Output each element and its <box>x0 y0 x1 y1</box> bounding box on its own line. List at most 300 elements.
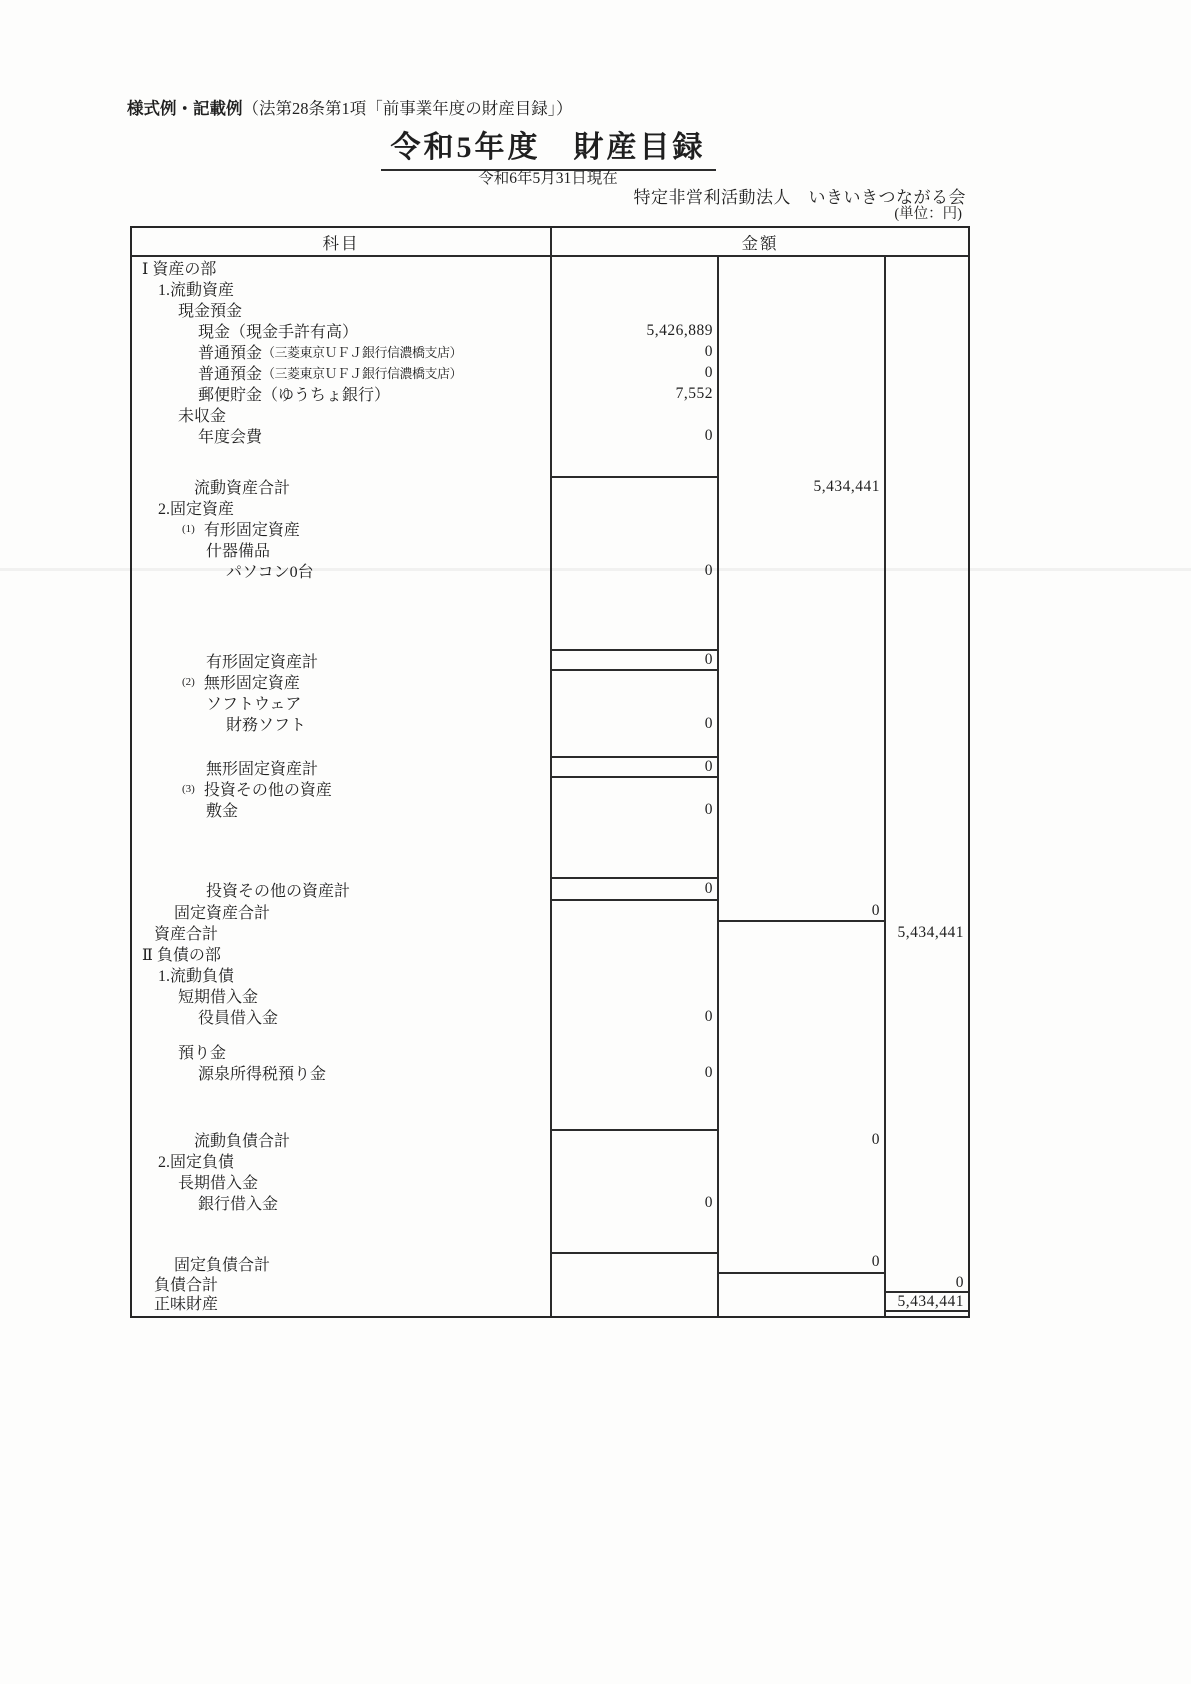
table-row <box>132 922 968 943</box>
organization-name: 特定非営利活動法人 いきいきつながる会 <box>633 188 966 207</box>
amount-c3-cell <box>884 901 968 922</box>
subject-cell <box>132 922 550 943</box>
amount-value: 0 <box>704 363 713 381</box>
item-number-marker: (1) <box>182 522 195 535</box>
amount-c2-cell <box>717 581 884 649</box>
subject-label: 財務ソフト <box>226 717 307 734</box>
amount-c2-cell <box>717 278 884 299</box>
table-row <box>132 476 968 497</box>
subject-label: 無形固定資産計 <box>206 760 319 778</box>
spacer-row <box>132 734 968 756</box>
subject-cell <box>132 1083 550 1129</box>
amount-c3-cell <box>884 943 968 964</box>
subject-cell <box>132 1213 550 1252</box>
amount-c2-cell <box>717 985 884 1006</box>
amount-c1-cell <box>550 922 717 943</box>
table-row <box>132 649 968 671</box>
amount-c3-cell <box>884 713 968 734</box>
table-row <box>132 778 968 799</box>
amount-value: 0 <box>704 714 713 732</box>
subject-header: 科目 <box>322 233 360 253</box>
form-example-note-bold: 様式例・記載例 <box>127 99 243 118</box>
amount-c1-cell <box>550 404 717 425</box>
subject-cell <box>132 581 550 649</box>
form-example-note-rest: （法第28条第1項「前事業年度の財産目録」） <box>242 99 573 118</box>
amount-c1-cell <box>550 1006 717 1027</box>
amount-c1-cell <box>550 1192 717 1213</box>
subject-label: 流動負債合計 <box>194 1133 291 1150</box>
unit-label: (単位：円) <box>894 206 962 222</box>
amount-c2-cell <box>717 320 884 341</box>
amount-c3-cell <box>884 1312 968 1316</box>
subject-label: 現金預金 <box>178 303 243 320</box>
subject-label: 負債合計 <box>154 1277 219 1293</box>
amount-c1-cell <box>550 901 717 922</box>
amount-value: 7,552 <box>675 384 713 402</box>
amount-c2-cell <box>717 778 884 799</box>
amount-c3-cell <box>884 362 968 383</box>
amount-c3-cell <box>884 278 968 299</box>
subject-cell <box>132 497 550 518</box>
amount-c2-cell <box>717 446 884 476</box>
amount-c2-cell <box>717 671 884 692</box>
subject-cell <box>132 1293 550 1312</box>
amount-c3-cell <box>884 1213 968 1252</box>
amount-c2-cell <box>717 1293 884 1312</box>
table-row <box>132 257 968 278</box>
spacer-row <box>132 581 968 649</box>
subject-cell <box>132 692 550 713</box>
subject-label: Ⅰ 資産の部 <box>142 261 217 278</box>
subject-label: 年度会費 <box>198 429 263 446</box>
amount-c2-cell <box>717 518 884 539</box>
amount-c1-cell <box>550 1274 717 1293</box>
table-row <box>132 799 968 820</box>
subject-cell <box>132 671 550 692</box>
amount-c3-cell <box>884 1192 968 1213</box>
amount-value: 0 <box>955 1273 964 1291</box>
table-row <box>132 278 968 299</box>
amount-c2-cell <box>717 877 884 901</box>
amount-value: 0 <box>704 1193 713 1211</box>
amount-c1-cell <box>550 713 717 734</box>
amount-c3-cell <box>884 1252 968 1274</box>
amount-c1-cell <box>550 1150 717 1171</box>
subject-cell <box>132 1027 550 1041</box>
subject-cell <box>132 713 550 734</box>
subject-cell <box>132 1006 550 1027</box>
item-number-marker: (3) <box>182 782 195 795</box>
amount-c1-cell <box>550 778 717 799</box>
amount-value: 0 <box>704 880 713 897</box>
subject-cell <box>132 539 550 560</box>
amount-c2-cell <box>717 649 884 671</box>
subject-label: 什器備品 <box>206 543 271 560</box>
amount-c1-cell <box>550 362 717 383</box>
table-row <box>132 964 968 985</box>
document-title: 令和5年度 財産目録 <box>381 122 716 171</box>
spacer-row <box>132 820 968 877</box>
subject-cell <box>132 320 550 341</box>
amount-c2-cell <box>717 1150 884 1171</box>
amount-c2-cell <box>717 257 884 278</box>
amount-c1-cell <box>550 581 717 649</box>
table-row <box>132 1150 968 1171</box>
amount-c1-cell <box>550 1171 717 1192</box>
subject-label: 有形固定資産計 <box>206 653 319 671</box>
subject-cell <box>132 1252 550 1274</box>
amount-c3-cell <box>884 299 968 320</box>
subject-label: 銀行借入金 <box>198 1196 279 1213</box>
amount-value: 5,434,441 <box>897 1292 964 1310</box>
amount-c2-cell <box>717 1083 884 1129</box>
amount-c2-cell <box>717 1129 884 1150</box>
amount-c1-cell <box>550 1293 717 1312</box>
amount-c3-cell <box>884 1274 968 1293</box>
amount-c2-cell <box>717 1252 884 1274</box>
subject-label: 長期借入金 <box>178 1175 259 1192</box>
amount-c1-cell <box>550 299 717 320</box>
subject-cell <box>132 799 550 820</box>
amount-c3-cell <box>884 985 968 1006</box>
amount-c3-cell <box>884 877 968 901</box>
amount-c1-cell <box>550 383 717 404</box>
amount-value: 0 <box>704 426 713 444</box>
table-row <box>132 1192 968 1213</box>
amount-header: 金額 <box>550 228 968 255</box>
title-band <box>130 122 966 171</box>
amount-value: 5,434,441 <box>813 477 880 495</box>
amount-c1-cell <box>550 539 717 560</box>
subject-label: 1.流動負債 <box>158 968 235 985</box>
subject-cell <box>132 756 550 778</box>
table-row <box>132 1252 968 1274</box>
amount-c2-cell <box>717 820 884 877</box>
amount-c1-cell <box>550 560 717 581</box>
amount-c3-cell <box>884 1006 968 1027</box>
table-row <box>132 985 968 1006</box>
amount-c3-cell <box>884 581 968 649</box>
spacer-row <box>132 1312 968 1316</box>
amount-c1-cell <box>550 278 717 299</box>
amount-c1-cell <box>550 1129 717 1150</box>
subject-cell <box>132 383 550 404</box>
amount-c2-cell <box>717 1171 884 1192</box>
subject-cell <box>132 278 550 299</box>
subject-label: 敷金 <box>206 803 239 820</box>
subject-label: 未収金 <box>178 408 227 425</box>
amount-c2-cell <box>717 425 884 446</box>
subject-cell <box>132 1150 550 1171</box>
amount-c2-cell <box>717 1312 884 1316</box>
amount-c1-cell <box>550 518 717 539</box>
amount-c2-cell <box>717 901 884 922</box>
subject-cell <box>132 734 550 756</box>
subject-cell <box>132 362 550 383</box>
amount-c3-cell <box>884 518 968 539</box>
amount-c2-cell <box>717 756 884 778</box>
subject-cell <box>132 820 550 877</box>
amount-c3-cell <box>884 1293 968 1312</box>
amount-c1-cell <box>550 799 717 820</box>
amount-c1-cell <box>550 964 717 985</box>
amount-c2-cell <box>717 341 884 362</box>
amount-c3-cell <box>884 820 968 877</box>
spacer-row <box>132 1083 968 1129</box>
amount-c2-cell <box>717 539 884 560</box>
amount-c3-cell <box>884 497 968 518</box>
subject-cell <box>132 649 550 671</box>
amount-c2-cell <box>717 1192 884 1213</box>
amount-c1-cell <box>550 497 717 518</box>
amount-c1-cell <box>550 1062 717 1083</box>
amount-c3-cell <box>884 964 968 985</box>
table-row <box>132 692 968 713</box>
table-row <box>132 943 968 964</box>
amount-c1-cell <box>550 1252 717 1274</box>
subject-cell <box>132 1312 550 1316</box>
subject-cell <box>132 425 550 446</box>
asset-inventory-table <box>130 226 970 1318</box>
amount-c3-cell <box>884 383 968 404</box>
amount-c1-cell <box>550 877 717 901</box>
amount-c1-cell <box>550 476 717 497</box>
amount-c3-cell <box>884 1041 968 1062</box>
amount-value: 0 <box>871 901 880 919</box>
amount-c2-cell <box>717 799 884 820</box>
amount-c1-cell <box>550 985 717 1006</box>
amount-c2-cell <box>717 734 884 756</box>
subject-cell <box>132 1274 550 1293</box>
subject-cell <box>132 1062 550 1083</box>
amount-c2-cell <box>717 560 884 581</box>
amount-c2-cell <box>717 943 884 964</box>
amount-c2-cell <box>717 1213 884 1252</box>
table-row <box>132 1006 968 1027</box>
subject-label: Ⅱ 負債の部 <box>142 947 221 964</box>
amount-c1-cell <box>550 257 717 278</box>
amount-c2-cell <box>717 299 884 320</box>
table-body <box>132 257 968 1316</box>
amount-c2-cell <box>717 964 884 985</box>
amount-c3-cell <box>884 922 968 943</box>
amount-c1-cell <box>550 1027 717 1041</box>
table-row <box>132 518 968 539</box>
amount-value: 0 <box>704 561 713 579</box>
subject-label: 源泉所得税預り金 <box>198 1066 327 1083</box>
amount-c1-cell <box>550 1041 717 1062</box>
amount-value: 0 <box>704 800 713 818</box>
spacer-row <box>132 1027 968 1041</box>
amount-c3-cell <box>884 1150 968 1171</box>
subject-label: ソフトウェア <box>206 696 302 713</box>
subject-cell <box>132 901 550 922</box>
amount-c1-cell <box>550 1213 717 1252</box>
amount-c3-cell <box>884 446 968 476</box>
subject-label: 預り金 <box>178 1045 227 1062</box>
amount-c2-cell <box>717 1041 884 1062</box>
subject-sublabel: （三菱東京ＵＦＪ銀行信濃橋支店） <box>262 366 463 381</box>
amount-c3-cell <box>884 1083 968 1129</box>
amount-c1-cell <box>550 1083 717 1129</box>
table-header-row <box>132 228 968 257</box>
subject-label: 2.固定資産 <box>158 501 235 518</box>
subject-label: 2.固定負債 <box>158 1154 235 1171</box>
amount-c3-cell <box>884 341 968 362</box>
table-row <box>132 425 968 446</box>
table-row <box>132 497 968 518</box>
amount-c2-cell <box>717 1274 884 1293</box>
amount-c3-cell <box>884 1027 968 1041</box>
subject-cell <box>132 778 550 799</box>
subject-label: 短期借入金 <box>178 989 259 1006</box>
spacer-row <box>132 446 968 476</box>
subject-cell <box>132 341 550 362</box>
amount-value: 0 <box>704 758 713 775</box>
amount-c3-cell <box>884 320 968 341</box>
amount-c3-cell <box>884 692 968 713</box>
amount-c3-cell <box>884 404 968 425</box>
table-row <box>132 1171 968 1192</box>
amount-c1-cell <box>550 425 717 446</box>
amount-c3-cell <box>884 560 968 581</box>
subject-label: 無形固定資産 <box>203 675 300 692</box>
subject-cell <box>132 1041 550 1062</box>
amount-c1-cell <box>550 1312 717 1316</box>
amount-c3-cell <box>884 734 968 756</box>
table-row <box>132 901 968 922</box>
amount-c1-cell <box>550 692 717 713</box>
subject-cell <box>132 476 550 497</box>
subject-cell <box>132 518 550 539</box>
amount-value: 5,426,889 <box>646 321 713 339</box>
amount-c3-cell <box>884 671 968 692</box>
amount-c1-cell <box>550 341 717 362</box>
table-row <box>132 560 968 581</box>
table-row <box>132 1062 968 1083</box>
table-row <box>132 299 968 320</box>
amount-c3-cell <box>884 476 968 497</box>
subject-label: 普通預金 <box>198 345 263 362</box>
subject-label: 固定負債合計 <box>174 1256 271 1274</box>
subject-cell <box>132 299 550 320</box>
amount-c3-cell <box>884 778 968 799</box>
amount-value: 0 <box>871 1253 880 1270</box>
table-row <box>132 1041 968 1062</box>
amount-c3-cell <box>884 756 968 778</box>
table-row <box>132 877 968 901</box>
spacer-row <box>132 1213 968 1252</box>
subject-label: 投資その他の資産計 <box>206 882 351 900</box>
subject-cell <box>132 877 550 901</box>
amount-c1-cell <box>550 820 717 877</box>
subject-cell <box>132 1171 550 1192</box>
subject-label: 1.流動資産 <box>158 282 235 299</box>
subject-label: 役員借入金 <box>198 1010 279 1027</box>
subject-label: 正味財産 <box>154 1296 219 1312</box>
subject-cell <box>132 1192 550 1213</box>
amount-c3-cell <box>884 425 968 446</box>
amount-c3-cell <box>884 257 968 278</box>
subject-cell <box>132 560 550 581</box>
amount-c2-cell <box>717 383 884 404</box>
subject-label: 郵便貯金（ゆうちょ銀行） <box>198 387 391 404</box>
table-row <box>132 539 968 560</box>
amount-c1-cell <box>550 320 717 341</box>
subject-label: パソコン0台 <box>226 564 314 581</box>
amount-c2-cell <box>717 713 884 734</box>
table-row <box>132 404 968 425</box>
amount-c1-cell <box>550 649 717 671</box>
amount-c1-cell <box>550 671 717 692</box>
amount-c2-cell <box>717 692 884 713</box>
amount-c3-cell <box>884 799 968 820</box>
amount-c2-cell <box>717 404 884 425</box>
table-row <box>132 362 968 383</box>
subject-label: 有形固定資産 <box>203 522 300 539</box>
as-of-date: 令和6年5月31日現在 <box>478 170 618 187</box>
amount-c2-cell <box>717 362 884 383</box>
amount-c3-cell <box>884 1171 968 1192</box>
table-row <box>132 756 968 778</box>
subject-cell <box>132 1129 550 1150</box>
table-row <box>132 1274 968 1293</box>
subject-label: 投資その他の資産 <box>203 782 332 799</box>
form-example-note <box>127 95 573 119</box>
amount-c2-cell <box>717 476 884 497</box>
subject-label: 固定資産合計 <box>174 905 271 922</box>
table-row <box>132 1129 968 1150</box>
amount-c1-cell <box>550 756 717 778</box>
subject-cell <box>132 943 550 964</box>
amount-value: 0 <box>871 1130 880 1148</box>
subject-cell <box>132 964 550 985</box>
amount-c1-cell <box>550 943 717 964</box>
amount-c2-cell <box>717 497 884 518</box>
amount-value: 5,434,441 <box>897 923 964 941</box>
amount-value: 0 <box>704 342 713 360</box>
subject-cell <box>132 257 550 278</box>
subject-label: 現金（現金手許有高） <box>198 324 359 341</box>
amount-c2-cell <box>717 1027 884 1041</box>
amount-value: 0 <box>704 1063 713 1081</box>
amount-c3-cell <box>884 1062 968 1083</box>
table-row <box>132 1293 968 1312</box>
subject-cell <box>132 446 550 476</box>
amount-c3-cell <box>884 539 968 560</box>
amount-c1-cell <box>550 446 717 476</box>
amount-value: 0 <box>704 1007 713 1025</box>
table-row <box>132 671 968 692</box>
table-row <box>132 341 968 362</box>
subject-sublabel: （三菱東京ＵＦＪ銀行信濃橋支店） <box>262 345 463 360</box>
amount-value: 0 <box>704 651 713 668</box>
subject-label: 資産合計 <box>154 926 219 943</box>
subject-cell <box>132 404 550 425</box>
table-row <box>132 320 968 341</box>
amount-c2-cell <box>717 1062 884 1083</box>
amount-c2-cell <box>717 922 884 943</box>
amount-c3-cell <box>884 649 968 671</box>
amount-c2-cell <box>717 1006 884 1027</box>
table-row <box>132 383 968 404</box>
subject-label: 普通預金 <box>198 366 263 383</box>
subject-label: 流動資産合計 <box>194 480 291 497</box>
amount-c3-cell <box>884 1129 968 1150</box>
subject-cell <box>132 985 550 1006</box>
amount-c1-cell <box>550 734 717 756</box>
table-row <box>132 713 968 734</box>
